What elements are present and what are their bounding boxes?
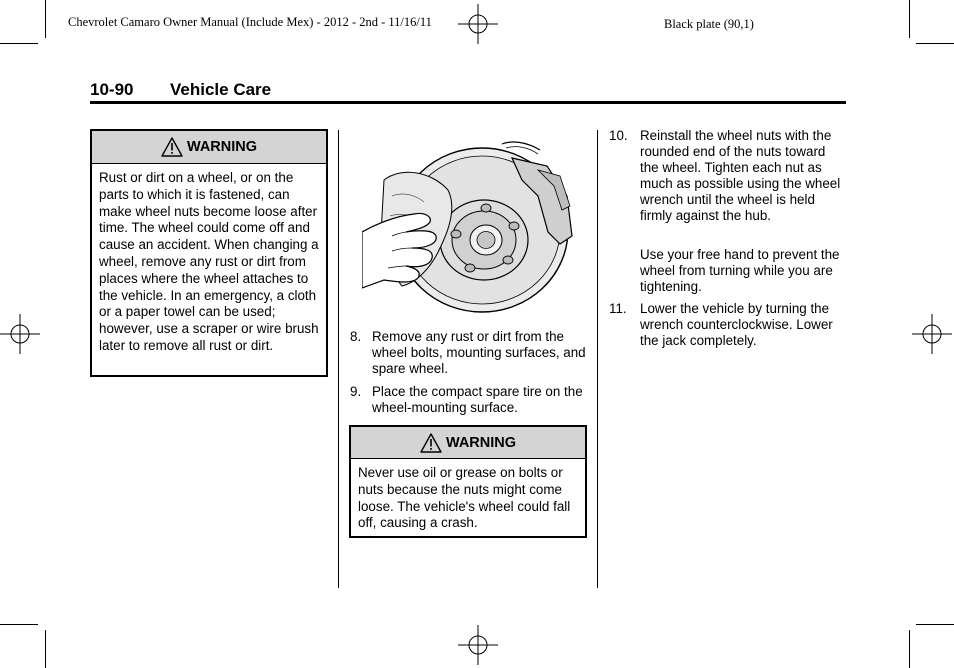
step-11-number: 11. — [609, 301, 627, 316]
warning-heading-1: WARNING — [186, 139, 258, 155]
step-10-text: Reinstall the wheel nuts with the rounded end of the nuts toward the wheel. Tighten each nut as much as possible using the wheel wrench until the wheel is held firmly against the hub. — [640, 128, 841, 223]
step-10-number: 10. — [609, 128, 628, 143]
warning-heading-2: WARNING — [445, 434, 517, 451]
print-header-left: Chevrolet Camaro Owner Manual (Include Mex) - 2012 - 2nd - 11/16/11 — [68, 15, 432, 29]
wheel-hub-cleaning-illustration — [362, 136, 578, 314]
column-divider-1 — [338, 130, 339, 588]
step-11-text: Lower the vehicle by turning the wrench counterclockwise. Lower the jack completely. — [640, 301, 833, 348]
page-number: 10-90 — [90, 80, 134, 99]
print-header-right: Black plate (90,1) — [664, 17, 754, 31]
warning-box-1 — [90, 129, 328, 377]
warning-body-1: Rust or dirt on a wheel, or on the parts to which it is fastened, can make wheel nuts become loose after time. The wheel could come off and cause an accident. When changing a wheel, remove any rust or dirt from places where the wheel attaches to the vehicle. In an emergency, a cloth or a paper towel can be used; however, use a scraper or wire brush later to remove all rust or dirt. — [99, 170, 319, 353]
warning-body-2: Never use oil or grease on bolts or nuts because the nuts might come loose. The vehicle's wheel could fall off, causing a crash. — [358, 465, 571, 531]
registration-mark-bottom — [458, 625, 498, 665]
step-9-number: 9. — [350, 384, 362, 399]
column-divider-2 — [597, 130, 598, 588]
warning-header-1 — [92, 131, 326, 164]
warning-header-2 — [351, 427, 585, 459]
step-9-text: Place the compact spare tire on the wheel-mounting surface. — [372, 384, 583, 415]
step-8-text: Remove any rust or dirt from the wheel bolts, mounting surfaces, and spare wheel. — [372, 329, 586, 376]
section-title: Vehicle Care — [170, 80, 272, 99]
registration-mark-right — [912, 314, 952, 354]
warning-triangle-icon — [161, 137, 183, 157]
registration-mark-top — [458, 4, 498, 44]
warning-box-2 — [349, 425, 587, 538]
title-rule — [90, 101, 846, 104]
step-8-number: 8. — [350, 329, 362, 344]
registration-mark-left — [0, 314, 40, 354]
warning-triangle-icon — [420, 433, 442, 453]
page-title — [90, 80, 271, 100]
step-10-note: Use your free hand to prevent the wheel from turning while you are tightening. — [640, 247, 840, 294]
